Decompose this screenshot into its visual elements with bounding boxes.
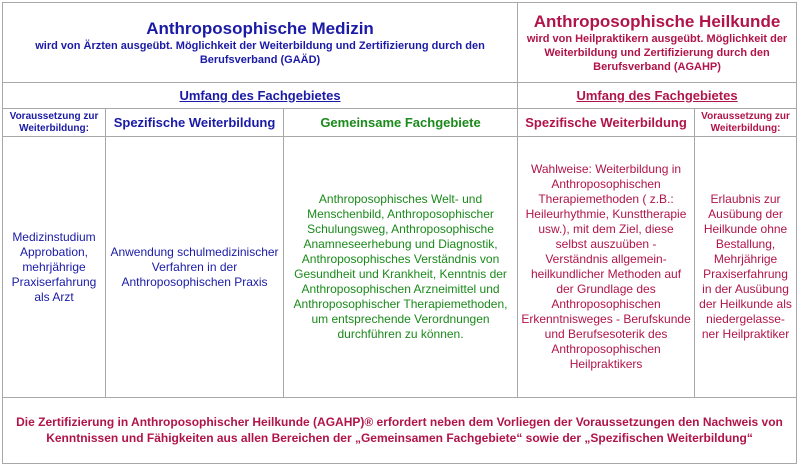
col-voraussetzung-left: Voraussetzung zur Weiterbildung:: [3, 109, 106, 137]
cell-gemeinsam: Anthroposophisches Welt- und Menschenbild, Anthroposophischer Schulungsweg, Anthroposophische Anamneseerhebung und Diagnostik, Anthroposophisches Verständnis von Gesundheit und Krankheit, Kenntnis der Anthroposophischen Arzneimittel und Anthroposophischer Therapiemethoden, um entsprechende Verordnungen durchführen zu können.: [284, 137, 518, 398]
content-row: [3, 137, 797, 398]
cell-spezifisch-left: Anwendung schulmedizinischer Verfahren in der Anthroposophischen Praxis: [106, 137, 284, 398]
left-scope-label: Umfang des Fachgebietes: [179, 87, 341, 103]
left-scope-cell: [3, 83, 518, 109]
cell-spezifisch-right: Wahlweise: Weiterbildung in Anthroposophischen Therapiemethoden ( z.B.: Heileurhythmie, Kunsttherapie usw.), mit dem Ziel, diese selbst auszuüben - Verständnis allgemein-heilkundlicher Methoden auf der Grundlage des Anthroposophischen Erkenntnisweges - Berufskunde und Berufsesoterik des Anthroposophischen Heilpraktikers: [518, 137, 695, 398]
right-header-cell: [518, 3, 797, 83]
header-row: [3, 3, 797, 83]
col-gemeinsam: Gemeinsame Fachgebiete: [284, 109, 518, 137]
column-header-row: [3, 109, 797, 137]
left-header-subtitle: wird von Ärzten ausgeübt. Möglichkeit der Weiterbildung und Zertifizierung durch den Berufsverband (GAÄD): [35, 39, 485, 66]
right-header-title: Anthroposophische Heilkunde: [533, 11, 781, 31]
comparison-table: [2, 2, 797, 464]
col-voraussetzung-right: Voraussetzung zur Weiterbildung:: [695, 109, 797, 137]
col-spezifisch-right: Spezifische Weiterbildung: [518, 109, 695, 137]
right-scope-label: Umfang des Fachgebietes: [576, 87, 738, 103]
left-header-cell: [3, 3, 518, 83]
scope-row: [3, 83, 797, 109]
cell-voraussetzung-left: Medizinstudium Approbation, mehrjährige Praxiserfahrung als Arzt: [3, 137, 106, 398]
left-header-title: Anthroposophische Medizin: [146, 18, 374, 38]
footer-row: [3, 397, 797, 463]
cell-voraussetzung-right: Erlaubnis zur Ausübung der Heilkunde ohne Bestallung, Mehrjährige Praxiserfahrung in der Ausübung der Heilkunde als niedergelasse-ner Heilpraktiker: [695, 137, 797, 398]
right-scope-cell: [518, 83, 797, 109]
col-spezifisch-left: Spezifische Weiterbildung: [106, 109, 284, 137]
footer-note: Die Zertifizierung in Anthroposophischer Heilkunde (AGAHP)® erfordert neben dem Vorliegen der Voraussetzungen den Nachweis von Kenntnissen und Fähigkeiten aus allen Bereichen der „Gemeinsamen Fachgebiete“ sowie der „Spezifischen Weiterbildung“: [3, 397, 797, 463]
right-header-subtitle: wird von Heilpraktikern ausgeübt. Möglichkeit der Weiterbildung und Zertifizierung durch den Berufsverband (AGAHP): [526, 32, 788, 73]
